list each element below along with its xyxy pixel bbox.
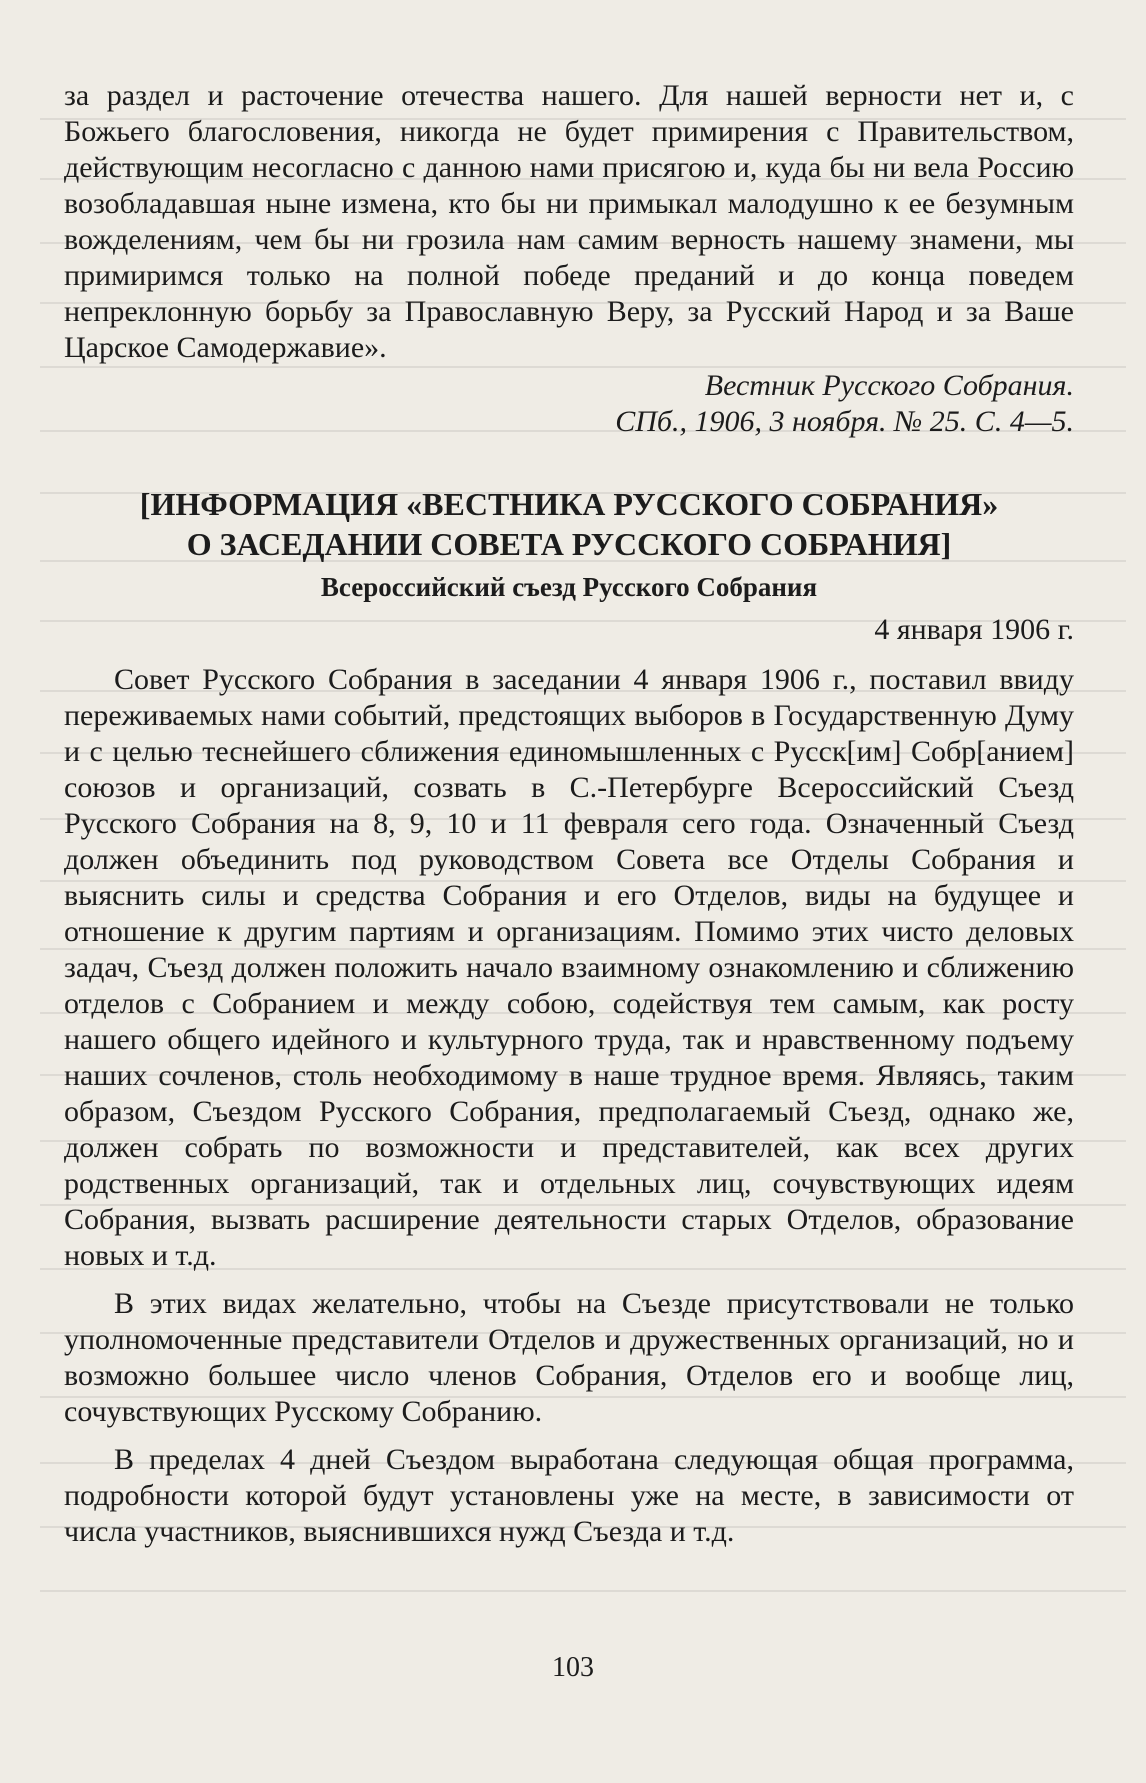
- heading-line-2: О ЗАСЕДАНИИ СОВЕТА РУССКОГО СОБРАНИЯ]: [186, 526, 952, 562]
- source-line-1: Вестник Русского Собрания.: [704, 369, 1074, 402]
- section-subheading: Всероссийский съезд Русского Собрания: [320, 572, 818, 602]
- paragraph-3: В пределах 4 дней Съездом выработана следующая общая программа, подробности которой будут установлены уже на месте, в зависимости от числа участников, выяснившихся нужд Съезда и т.д.: [64, 1443, 1074, 1548]
- document-date: 4 января 1906 г.: [874, 613, 1074, 646]
- source-line-2: СПб., 1906, 3 ноября. № 25. С. 4—5.: [615, 405, 1074, 438]
- paragraph-2: В этих видах желательно, чтобы на Съезде присутствовали не только уполномоченные представители Отделов и дружественных организаций, но и возможно большее число членов Собрания, Отделов его и вообще лиц, сочувствующих Русскому Собранию.: [64, 1287, 1074, 1428]
- top-paragraph: за раздел и расточение отечества нашего. Для нашей верности нет и, с Божьего благословения, никогда не будет примирения с Правительством, действующим несогласно с данною нами присягою и, куда бы ни вела Россию возобладавшая ныне измена, кто бы ни примыкал малодушно к ее безумным вожделениям, чем бы ни грозила нам самим верность нашему знамени, мы примиримся только на полной победе преданий и до конца поведем непреклонную борьбу за Православную Веру, за Русский Народ и за Ваше Царское Самодержавие».: [64, 79, 1074, 364]
- heading-line-1: [ИНФОРМАЦИЯ «ВЕСТНИКА РУССКОГО СОБРАНИЯ»: [139, 486, 999, 522]
- paragraph-1: Совет Русского Собрания в заседании 4 января 1906 г., поставил ввиду переживаемых нами событий, предстоящих выборов в Государственную Думу и с целью теснейшего сближения единомышленных с Русск[им] Собр[анием] союзов и организаций, созвать в С.-Петербурге Всероссийский Съезд Русского Собрания на 8, 9, 10 и 11 февраля сего года. Означенный Съезд должен объединить под руководством Совета все Отделы Собрания и выяснить силы и средства Собрания и его Отделов, виды на будущее и отношение к другим партиям и организациям. Помимо этих чисто деловых задач, Съезд должен положить начало взаимному ознакомлению и сближению отделов с Собранием и между собою, содействуя тем самым, как росту нашего общего идейного и культурного труда, так и нравственному подъему наших сочленов, столь необходимому в наше трудное время. Являясь, таким образом, Съездом Русского Собрания, предполагаемый Съезд, однако же, должен собрать по возможности и представителей, как всех других родственных организаций, так и отдельных лиц, сочувствующих идеям Собрания, вызвать расширение деятельности старых Отделов, образование новых и т.д.: [64, 663, 1074, 1272]
- source-citation: [64, 368, 1074, 440]
- section-heading: [64, 484, 1074, 564]
- page-number: 103: [552, 1652, 594, 1683]
- page-content: [64, 78, 1074, 1550]
